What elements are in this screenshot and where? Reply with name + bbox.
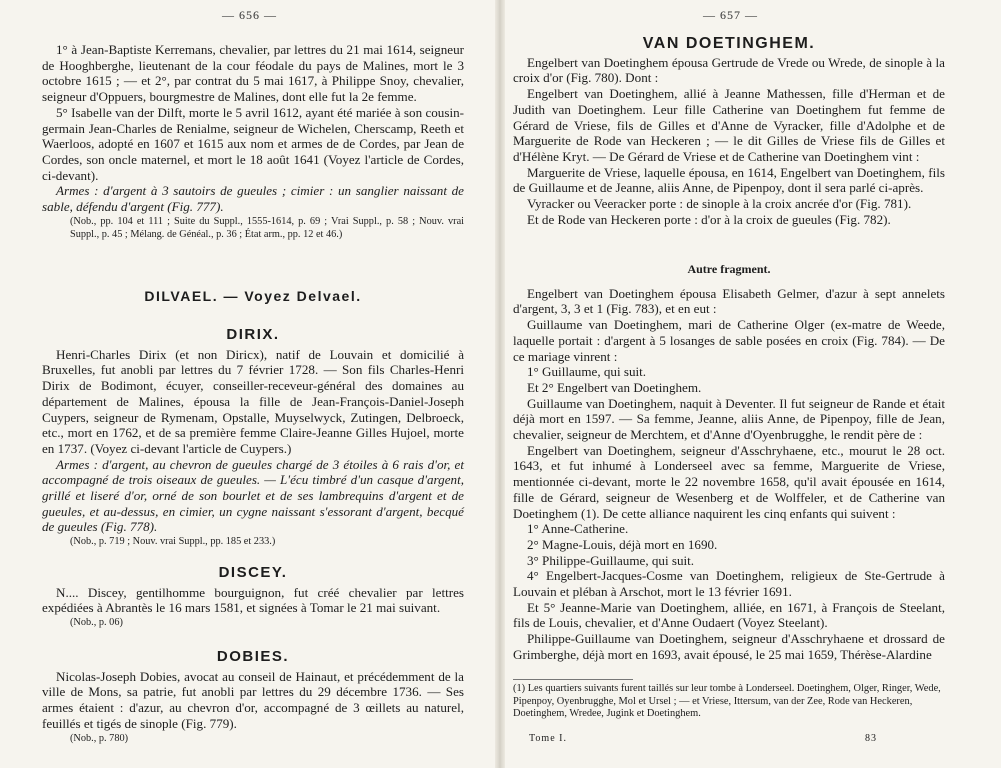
left-page [0, 0, 497, 768]
left-dirix [42, 327, 464, 548]
reference-dirix: (Nob., p. 719 ; Nouv. vrai Suppl., pp. 185 et 233.) [70, 536, 276, 548]
paragraph-anne-catherine: 1° Anne-Catherine. [527, 521, 629, 537]
page-number-right: — 657 — [703, 8, 758, 22]
paragraph-dobies: Nicolas-Joseph Dobies, avocat au conseil de Hainaut, et précédemment de la ville de Mons, sa patrie, fut anobli par lettres du 29 décembre 1736. — Ses armes étaient : d'azur, au chevron d'or, accompagné de 3 œillets au naturel, feuillés et tigés de sinople (Fig. 779). [42, 668, 464, 731]
left-dilvael [42, 289, 464, 305]
page-number-left: — 656 — [222, 8, 277, 22]
paragraph-armes-dirix: Armes : d'argent, au chevron de gueules chargé de 3 étoiles à 6 rais d'or, et accompagné de trois oiseaux de gueules. — L'écu timbré d'un casque d'argent, grillé et liseré d'or, orné de son bourlet et de ses lambrequins d'argent et de gueules, et au-dessus, en cimier, un cygne naissant s'essorant d'argent, becqué de gueules (Fig. 778). [42, 456, 464, 535]
folio-number: 83 [865, 733, 877, 744]
paragraph-isabelle: 5° Isabelle van der Dilft, morte le 5 avril 1612, ayant été mariée à son cousin-germain Jean-Charles de Renialme, seigneur de Wichelen, Cherscamp, Reeth et Waerloos, adopté en 1607 et 1615 aux nom et armes de de Cordes, par Jean de Cordes, son oncle maternel, et mort le 18 août 1641 (Voyez l'article de Cordes, ci-devant). [42, 104, 464, 183]
heading-discey: DISCEY. [218, 564, 288, 581]
right-text-top [513, 36, 945, 227]
paragraph-mathessen: Engelbert van Doetinghem, allié à Jeanne Mathessen, fille d'Herman et de Judith van Doetinghem. Leur fille Catherine van Doetinghem fut femme de Gérard de Vriese, fils de Gilles et d'Anne de Vyracker, fille d'Adolphe et de Marguerite de Rode van Heckeren ; — le dit Gilles de Vriese fils de Gilles et d'Hélène Kryt. — De Gérard de Vriese et de Catherine van Doetinghem vint : [513, 86, 945, 164]
paragraph-dirix: Henri-Charles Dirix (et non Diricx), natif de Louvain et domicilié à Bruxelles, fut anobli par lettres du 7 février 1728. — Son fils Charles-Henri Dirix de Bodimont, écuyer, conseiller-receveur-général des domaines au département de Malines, épousa la fille de Jean-François-Daniel-Joseph Cuypers, seigneur de Rymenam, Opstalle, Muyselwyck, Zutingen, Delbroeck, etc., mort en 1762, et de sa première femme Claire-Jeanne Gilles Hujoel, morte en 1737. (Voyez ci-devant l'article de Cuypers.) [42, 346, 464, 456]
left-discey [42, 565, 464, 629]
reference-dilft: (Nob., pp. 104 et 111 ; Suite du Suppl., 1555-1614, p. 69 ; Vrai Suppl., p. 58 ; Nouv. vrai Suppl., p. 45 ; Mélang. de Généal., p. 36 ; État arm., pp. 12 et 46.) [70, 215, 464, 240]
paragraph-engelbert-jacques: 4° Engelbert-Jacques-Cosme van Doetinghem, religieux de Ste-Gertrude à Louvain et pléban à Arschot, mort le 13 février 1691. [513, 568, 945, 600]
paragraph-asschryhaene: Engelbert van Doetinghem, seigneur d'Asschryhaene, etc., mourut le 28 oct. 1643, et fut inhumé à Londerseel avec sa femme, Marguerite de Vriese, mentionnée ci-devant, morte le 22 novembre 1658, qu'il avait épousée en 1614, fille de Gérard, seigneur de Wesenberg et de Wolffeler, et de Catherine van Doetinghem (1). De cette alliance naquirent les cinq enfants qui suivent : [513, 442, 945, 521]
paragraph-child-2: Et 2° Engelbert van Doetinghem. [527, 379, 702, 395]
paragraph-deventer: Guillaume van Doetinghem, naquit à Deventer. Il fut seigneur de Rande et était déjà mort en 1597. — Sa femme, Jeanne, aliis Anne, de Pipenpoy, fille de Jean, chevalier, seigneur de Merchtem, et d'Anne d'Oyenbrugghe, le rendit père de : [513, 395, 945, 443]
paragraph-magne-louis: 2° Magne-Louis, déjà mort en 1690. [527, 536, 718, 552]
paragraph-philippe-guillaume: 3° Philippe-Guillaume, qui suit. [527, 552, 695, 568]
paragraph-vyracker: Vyracker ou Veeracker porte : de sinople à la croix ancrée d'or (Fig. 781). [527, 196, 912, 212]
reference-discey: (Nob., p. 06) [70, 617, 123, 629]
paragraph-grimberghe: Philippe-Guillaume van Doetinghem, seigneur d'Asschryhaene et drossard de Grimberghe, déjà mort en 1693, avait épousé, le 25 mai 1659, Thérèse-Alardine [513, 631, 945, 662]
right-page [503, 0, 1001, 768]
left-text-top [42, 42, 464, 241]
paragraph-jeanne-marie: Et 5° Jeanne-Marie van Doetinghem, alliée, en 1671, à François de Steelant, fils de Louis, chevalier, et d'Anne Oudaert (Voyez Steelant). [513, 599, 945, 631]
tome-label: Tome I. [529, 733, 567, 744]
paragraph-gelmer: Engelbert van Doetinghem épousa Elisabeth Gelmer, d'azur à sept annelets d'argent, 3, 3 et 1 (Fig. 783), et en eut : [513, 285, 945, 317]
paragraph-kerremans: 1° à Jean-Baptiste Kerremans, chevalier, par lettres du 21 mai 1614, seigneur de Hooghberghe, lieutenant de la cour féodale du pays de Malines, mort le 3 octobre 1615 ; — et 2°, par contrat du 5 mai 1617, à Philippe Snoy, chevalier, seigneur d'Oppuers, bourgmestre de Malines, dont elle fut la 2e femme. [42, 42, 464, 105]
paragraph-armes-dilft: Armes : d'argent à 3 sautoirs de gueules ; cimier : un sanglier naissant de sable, défendu d'argent (Fig. 777). [42, 183, 464, 215]
paragraph-child-1: 1° Guillaume, qui suit. [527, 364, 647, 380]
subheading-autre-fragment: Autre fragment. [687, 262, 771, 276]
paragraph-rode: Et de Rode van Heckeren porte : d'or à la croix de gueules (Fig. 782). [527, 211, 891, 227]
paragraph-marguerite: Marguerite de Vriese, laquelle épousa, en 1614, Engelbert van Doetinghem, fils de Guillaume et de Jeanne, aliis Anne, de Pipenpoy, dont il sera parlé ci-après. [513, 164, 945, 196]
heading-dobies: DOBIES. [216, 648, 290, 665]
heading-dilvael: DILVAEL. — Voyez Delvael. [144, 288, 362, 304]
paragraph-engelbert-vrede: Engelbert van Doetinghem épousa Gertrude de Vrede ou Wrede, de sinople à la croix d'or (Fig. 780). Dont : [513, 54, 945, 86]
paragraph-olger: Guillaume van Doetinghem, mari de Catherine Olger (ex-matre de Weede, laquelle portait : d'argent à 5 losanges de sable posées en croix (Fig. 784). — De ce mariage vinrent : [513, 317, 945, 364]
reference-dobies: (Nob., p. 780) [70, 732, 129, 744]
left-dobies [42, 649, 464, 745]
footnote: (1) Les quartiers suivants furent taillés sur leur tombe à Londerseel. Doetinghem, Olger, Ringer, Wede, Pipenpoy, Oyenbrugghe, Mol et Ursel ; — et Vriese, Ittersum, van der Zee, Rode van Heckeren, Doetinghem, Wredee, Jugink et Doetinghem. [513, 683, 941, 720]
heading-van-doetinghem: VAN DOETINGHEM. [642, 35, 816, 52]
heading-dirix: DIRIX. [226, 326, 280, 343]
footnote-rule [513, 679, 633, 680]
right-fragment [513, 262, 945, 663]
paragraph-discey: N.... Discey, gentilhomme bourguignon, fut créé chevalier par lettres expédiées à Abrantès le 16 mars 1581, et signées à Tomar le 21 mai suivant. [42, 584, 464, 616]
